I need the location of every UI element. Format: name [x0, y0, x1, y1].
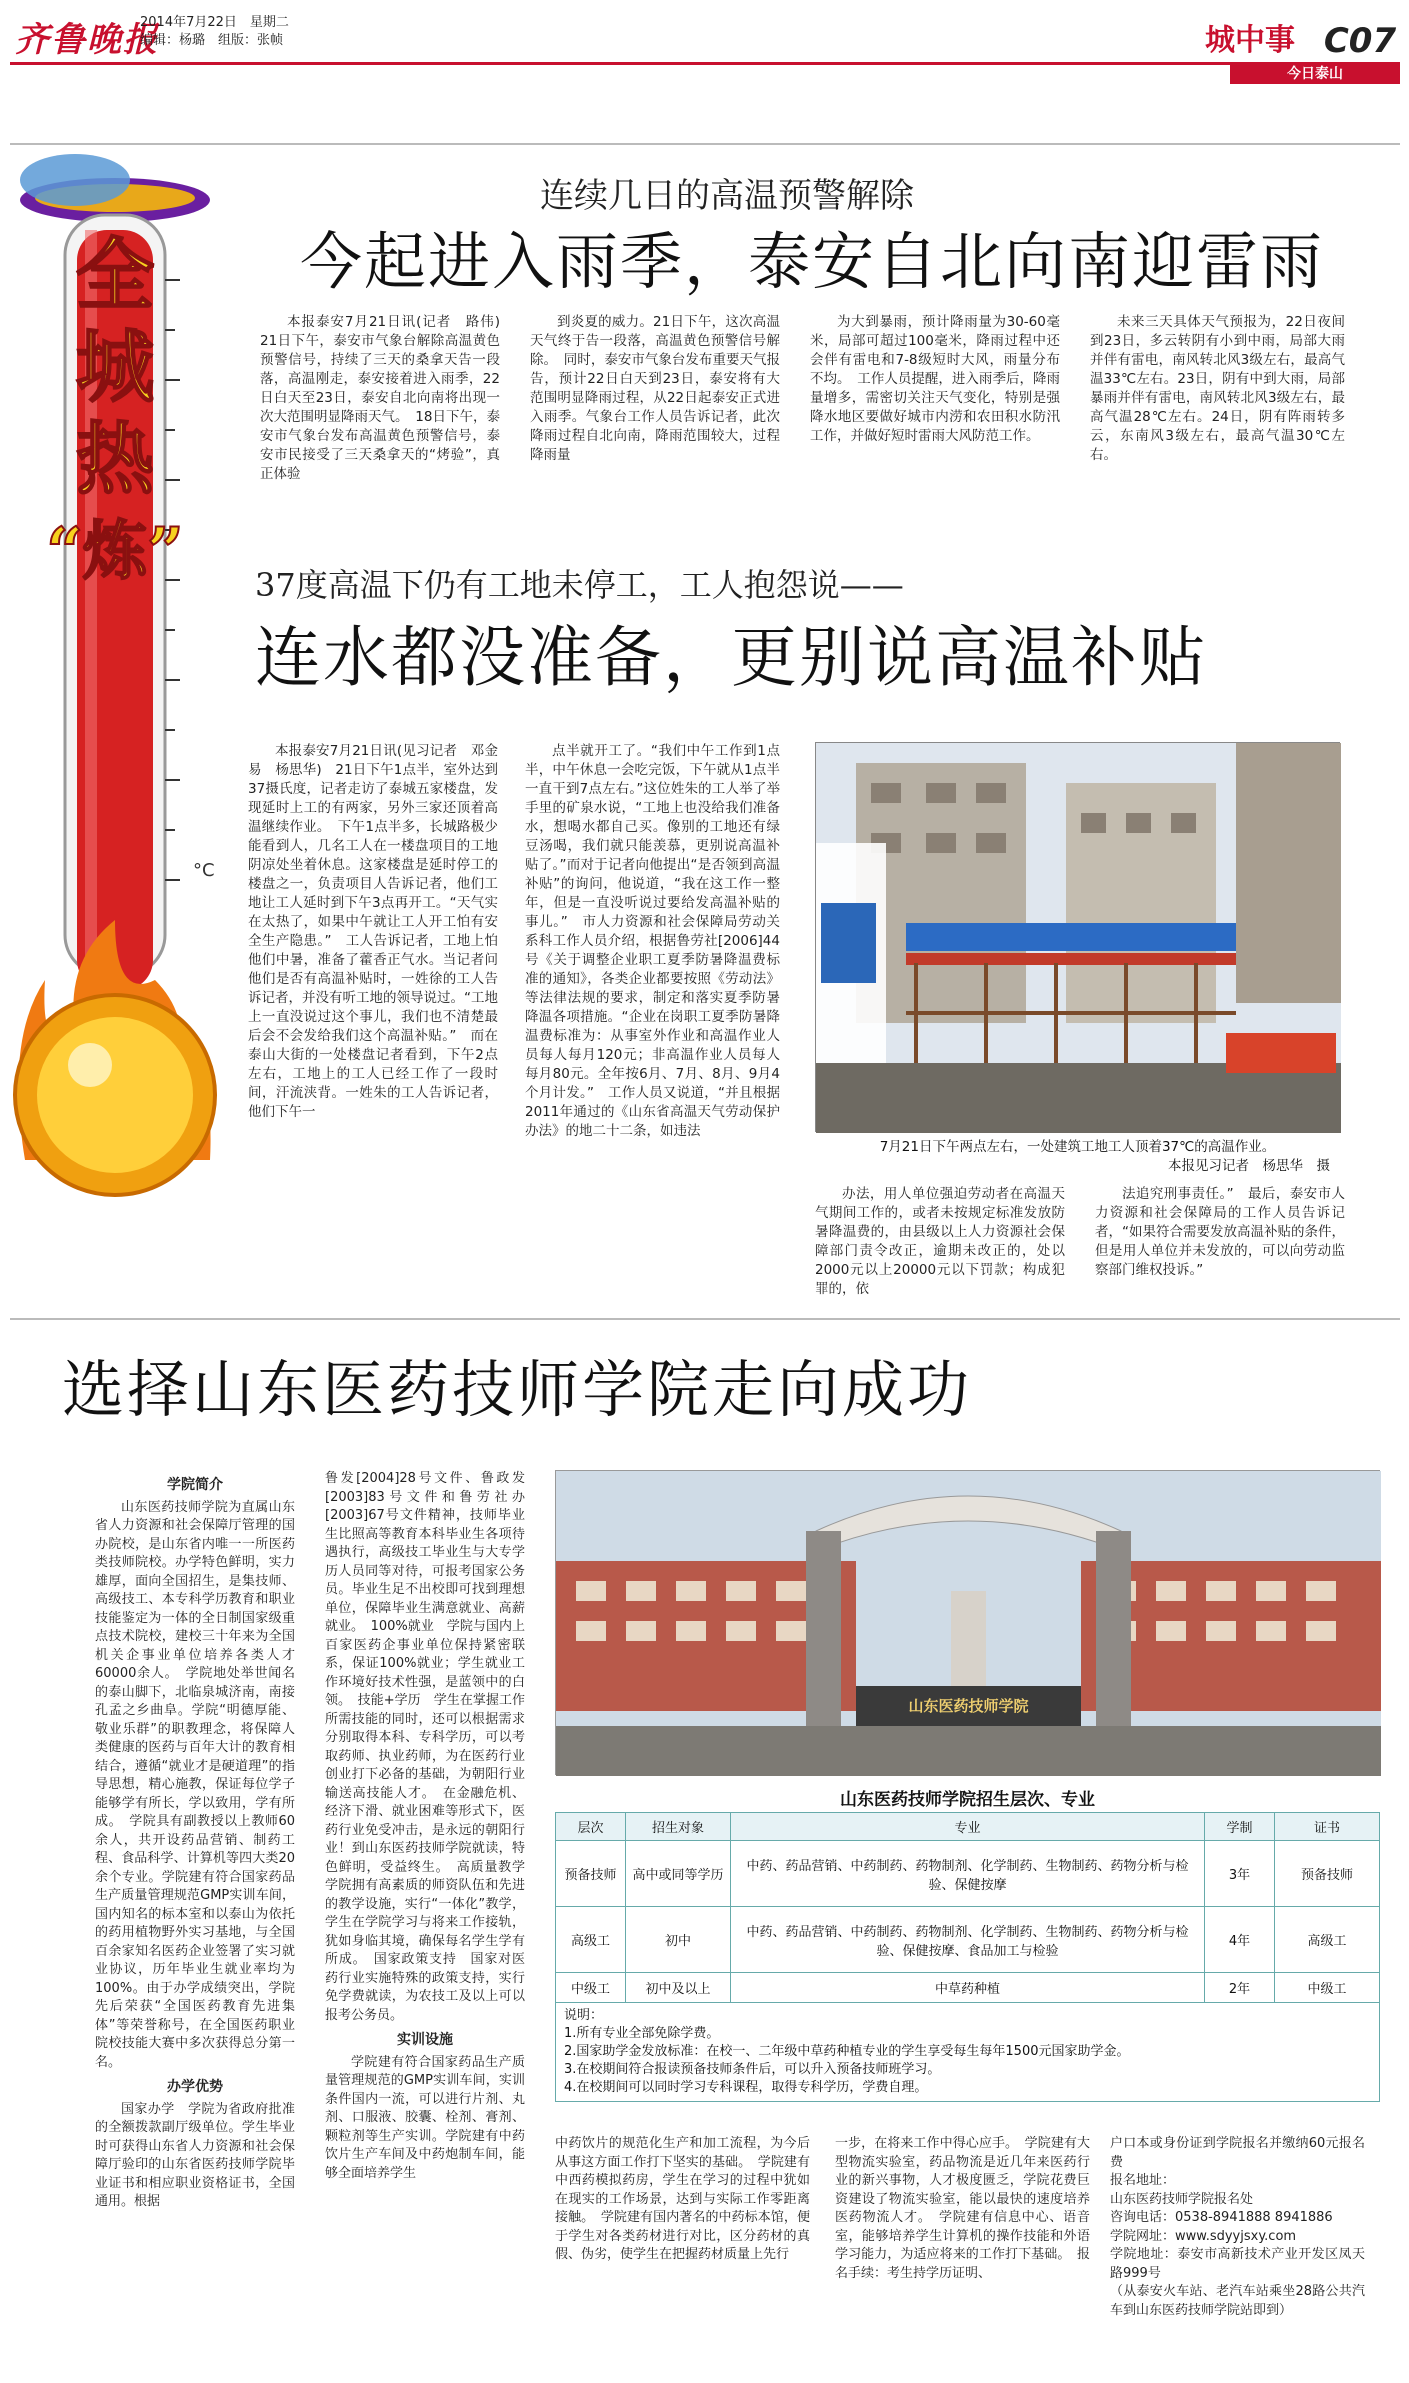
banner-char-3: 热 [75, 414, 154, 505]
ad-col2 [325, 1470, 539, 2380]
middle-divider [10, 1318, 1400, 1320]
th-level: 层次 [556, 1813, 626, 1841]
ad-col5-text: 户口本或身份证到学院报名并缴纳60元报名费 [1110, 2136, 1365, 2170]
article1-kicker: 连续几日的高温预警解除 [540, 176, 914, 216]
article2-col2: 点半就开工了。“我们中午工作到1点半，中午休息一会吃完饭，下午就从1点半一直干到7点左右。”这位姓朱的工人举了举手里的矿泉水说，“工地上也没给我们准备水，想喝水都自己买。像别的工地还有绿豆汤喝，我们就只能羡慕，更别说高温补贴了。”而对于记者向他提出“是否领到高温补贴”的询问，他说道，“我在这工作一整年，但是一直没听说过要给发高温补贴的事儿。” 市人力资源和社会保障局劳动关系科工作人员介绍，根据鲁劳社[2006]44号《关于调整企业职工夏季防暑降温费标准的通知》，各类企业都要按照《劳动法》等法律法规的要求，制定和落实夏季防暑降温各项措施。“企业在岗职工夏季防暑降温费标准为：从事室外作业和高温作业人员每人每月120元；非高温作业人员每人每月80元。全年按6月、7月、8月、9月4个月计发。” 工作人员又说道，“并且根据2011年通过的《山东省高温天气劳动保护办法》的地二十二条，如违法 [525, 743, 780, 1139]
section-box [1190, 20, 1400, 82]
th-major: 专业 [731, 1813, 1205, 1841]
date-line: 2014年7月22日 星期二 [140, 15, 289, 30]
th-duration: 学制 [1205, 1813, 1275, 1841]
ad-intro-text: 山东医药技师学院为直属山东省人力资源和社会保障厅管理的国办院校，是山东省内唯一一所医药类技师院校。办学特色鲜明，实力雄厚，面向全国招生，是集技师、高级技工、本专科学历教育和职业技能鉴定为一体的全日制国家级重点技术院校，建校三十年来为全国机关企事业单位培养各类人才60000余人。 学院地处举世闻名的泰山脚下，北临泉城济南，南接孔孟之乡曲阜。学院“明德厚能、敬业乐群”的职教理念，将保障人类健康的医药与百年大计的教育相结合，遵循“就业才是硬道理”的指导思想，精心施教，保证每位学子能够学有所长，学以致用，学有所成。 学院具有副教授以上教师60余人，共开设药品营销、制药工程、食品科学、计算机等四大类20余个专业。学院建有符合国家药品生产质量管理规范GMP实训车间，国内知名的标本室和以泰山为依托的药用植物野外实习基地，与全国百余家知名医药企业签署了实习就业协议，历年毕业生就业率均为100%。由于办学成绩突出，学院先后荣获“全国医药教育先进集体”等荣誉称号，在全国医药职业院校技能大赛中多次获得总分第一名。 [95, 1499, 295, 2070]
table-notes: 说明： 1.所有专业全部免除学费。 2.国家助学金发放标准：在校一、二年级中草药种植专业的学生享受每生每年1500元国家助学金。 3.在校期间符合报读预备技师条件后，可以升入预备技师班学习。 4.在校期间可以同时学习专科课程，取得专科学历，学费自理。 [555, 2003, 1380, 2102]
section-name: 城中事 [1205, 23, 1295, 58]
ad-col2-text: 鲁发[2004]28号文件、鲁政发[2003]83号文件和鲁劳社办[2003]67号文件精神，技师毕业生比照高等教育本科毕业生各项待遇执行，高级技工毕业生与大专学历人员同等对待，可报考国家公务员。毕业生足不出校即可找到理想单位，保障毕业生满意就业、高薪就业。 100%就业 学院与国内上百家医药企事业单位保持紧密联系，保证100%就业；学生就业工作环境好技术性强，是蓝领中的白领。 技能+学历 学生在掌握工作所需技能的同时，还可以根据需求分别取得本科、专科学历，可以考取药师、执业药师，为在医药行业创业打下必备的基础，为朝阳行业输送高技能人才。 在金融危机、经济下滑、就业困难等形式下，医药行业免受冲击，是永远的朝阳行业！到山东医药技师学院就读，特色鲜明，受益终生。 高质量教学 学院拥有高素质的师资队伍和先进的教学设施，实行“一体化”教学，学生在学院学习与将来工作接轨，犹如身临其境，确保每名学生学有所成。 国家政策支持 国家对医药行业实施特殊的政策支持，实行免学费就读，为农技工及以上可以报考公务员。 [325, 1471, 539, 2023]
thermometer-illustration [5, 160, 225, 1250]
article2-kicker: 37度高温下仍有工地未停工，工人抱怨说—— [255, 566, 904, 604]
ad-col4: 一步，在将来工作中得心应手。 学院建有大型物流实验室，药品物流是近几年来医药行业的新兴事物，人才极度匮乏，学院花费巨资建设了物流实验室，能以最快的速度培养医药物流人才。 学院建有信息中心、语音室，能够培养学生计算机的操作技能和外语学习能力，为适应将来的工作打下基础。 报名手续：考生持学历证明、 [835, 2136, 1090, 2281]
article1-col3: 为大到暴雨，预计降雨量为30-60毫米，局部可超过100毫米，降雨过程中还会伴有雷电和7-8级短时大风，雨量分布不均。 工作人员提醒，进入雨季后，降雨量增多，需密切关注天气变化，特别是强降水地区要做好城市内涝和农田积水防汛工作，并做好短时雷雨大风防范工作。 [810, 314, 1060, 444]
contact-phone: 咨询电话：0538-8941888 8941886 [1110, 2210, 1333, 2225]
banner-char-4: “炼” [46, 514, 184, 589]
table-row: 预备技师 高中或同等学历 中药、药品营销、中药制药、药物制剂、化学制药、生物制药、药物分析与检验、保健按摩 3年 预备技师 [556, 1841, 1380, 1907]
ad-sub-facilities: 实训设施 [397, 2032, 453, 2048]
ad-table-title: 山东医药技师学院招生层次、专业 [840, 1790, 1095, 1810]
article1-headline: 今起进入雨季，泰安自北向南迎雷雨 [300, 225, 1325, 298]
ad-col1 [95, 1470, 295, 2380]
photo-caption-block [815, 1138, 1340, 1176]
article2-col4: 法追究刑事责任。” 最后，泰安市人力资源和社会保障局的工作人员告诉记者，“如果符合需要发放高温补贴的条件，但是用人单位并未发放的，可以向劳动监察部门维权投诉。” [1095, 1186, 1345, 1278]
contact-office: 山东医药技师学院报名处 [1110, 2191, 1254, 2207]
banner-text [45, 230, 185, 598]
photo-credit: 本报见习记者 杨思华 摄 [1168, 1158, 1330, 1174]
contact-address-label: 报名地址： [1110, 2173, 1176, 2188]
article2-col1: 本报泰安7月21日讯(见习记者 邓金易 杨思华) 21日下午1点半，室外达到37摄氏度，记者走访了泰城五家楼盘，发现延时上工的有两家，另外三家还顶着高温继续作业。 下午1点半多，长城路极少能看到人，几名工人在一楼盘项目的工地阴凉处坐着休息。这家楼盘是延时停工的楼盘之一，负责项目人告诉记者，他们工地让工人延时到下午3点再开工。“天气实在太热了，如果中午就让工人开工怕有安全生产隐患。” 工人告诉记者，工地上怕他们中暑，准备了藿香正气水。当记者问他们是否有高温补贴时，一姓徐的工人告诉记者，并没有听工地的领导说过。“工地上一直没说过这个事儿，我们也不清楚最后会不会发给我们这个高温补贴。” 而在泰山大街的一处楼盘记者看到，下午2点左右，工地上的工人已经工作了一段时间，汗流浃背。一姓朱的工人告诉记者，他们下午一 [248, 743, 498, 1120]
ad-advantage-text: 国家办学 学院为省政府批准的全额拨款副厅级单位。学生毕业时可获得山东省人力资源和社会保障厅验印的山东省医药技师学院毕业证书和相应职业资格证书，全国通用。根据 [95, 2101, 295, 2209]
banner-char-2: 城 [75, 322, 154, 413]
table-header-row [556, 1813, 1380, 1841]
table-row: 中级工 初中及以上 中草药种植 2年 中级工 [556, 1973, 1380, 2003]
article1-col2: 到炎夏的威力。21日下午，这次高温天气终于告一段落，高温黄色预警信号解除。 同时，泰安市气象台发布重要天气报告，预计22日白天到23日，泰安将有大范围明显降雨过程，从22日起泰安正式进入雨季。气象台工作人员告诉记者，此次降雨过程自北向南，降雨范围较大，过程降雨量 [530, 314, 780, 463]
article1-col4: 未来三天具体天气预报为，22日夜间到23日，多云转阴有小到中雨，局部大雨并伴有雷电，南风转北风3级左右，最高气温33℃左右。23日，阴有中到大雨，局部暴雨并伴有雷电，南风转北风3级左右，最高气温28℃左右。24日，阴有阵雨转多云，东南风3级左右，最高气温30℃左右。 [1090, 314, 1345, 463]
top-divider [10, 143, 1400, 145]
article2-headline: 连水都没准备，更别说高温补贴 [255, 619, 1207, 696]
construction-photo [815, 742, 1340, 1132]
admission-table [555, 1812, 1380, 2003]
ad-col5 [1110, 2135, 1365, 2380]
contact-website: 学院网址：www.sdyyjsxy.com [1110, 2228, 1297, 2244]
ad-sub-intro: 学院简介 [167, 1477, 223, 1493]
masthead-logo: 齐鲁晚报 [15, 20, 159, 60]
editor-line: 编辑：杨璐 组版：张帧 [140, 33, 284, 48]
header-info [140, 14, 289, 50]
construction-site-image [816, 743, 1341, 1133]
ad-facilities-text: 学院建有符合国家药品生产质量管理规范的GMP实训车间，实训条件国内一流，可以进行片剂、丸剂、口服液、胶囊、栓剂、膏剂、颗粒剂等生产实训。学院建有中药饮片生产车间及中药炮制车间，能够全面培养学生 [325, 2054, 525, 2181]
celsius-label: °C [193, 860, 215, 881]
table-row: 高级工 初中 中药、药品营销、中药制药、药物制剂、化学制药、生物制药、药物分析与检验、保健按摩、食品加工与检验 4年 高级工 [556, 1907, 1380, 1973]
campus-gate-sign: 山东医药技师学院 [908, 1697, 1029, 1715]
contact-directions: （从泰安火车站、老汽车站乘坐28路公共汽车到山东医药技师学院站即到） [1110, 2284, 1365, 2318]
admission-table-wrap [555, 1812, 1380, 2102]
banner-char-1: 全 [75, 230, 154, 321]
campus-photo [555, 1470, 1380, 1775]
ad-sub-advantages: 办学优势 [167, 2079, 223, 2095]
header-rule [10, 62, 1400, 65]
contact-address: 学院地址：泰安市高新技术产业开发区凤天路999号 [1110, 2247, 1365, 2281]
article1-col1: 本报泰安7月21日讯(记者 路伟) 21日下午，泰安市气象台解除高温黄色预警信号，持续了三天的桑拿天告一段落，高温刚走，泰安接着进入雨季，22日白天至23日，泰安自北向南将出现一次大范围明显降雨天气。 18日下午，泰安市气象台发布高温黄色预警信号，泰安市民接受了三天桑拿天的“烤验”，真正体验 [260, 314, 514, 482]
ad-headline: 选择山东医药技师学院走向成功 [62, 1353, 973, 1426]
article2-col3: 办法，用人单位强迫劳动者在高温天气期间工作的，或者未按规定标准发放防暑降温费的，由县级以上人力资源社会保障部门责令改正，逾期未改正的，处以2000元以上20000元以下罚款；构成犯罪的，依 [815, 1186, 1065, 1297]
page-number: C07 [1323, 21, 1397, 61]
ad-col3: 中药饮片的规范化生产和加工流程，为今后从事这方面工作打下坚实的基础。 学院建有中西药模拟药房，学生在学习的过程中犹如在现实的工作场景，达到与实际工作零距离接触。 学院建有国内著名的中药标本馆，便于学生对各类药材进行对比，区分药材的真假、伪劣，使学生在把握药材质量上先行 [555, 2136, 810, 2262]
th-target: 招生对象 [626, 1813, 731, 1841]
campus-gate-image [556, 1471, 1381, 1776]
th-certificate: 证书 [1275, 1813, 1380, 1841]
section-subtitle: 今日泰山 [1230, 64, 1400, 84]
photo-caption: 7月21日下午两点左右，一处建筑工地工人顶着37℃的高温作业。 [879, 1139, 1276, 1155]
